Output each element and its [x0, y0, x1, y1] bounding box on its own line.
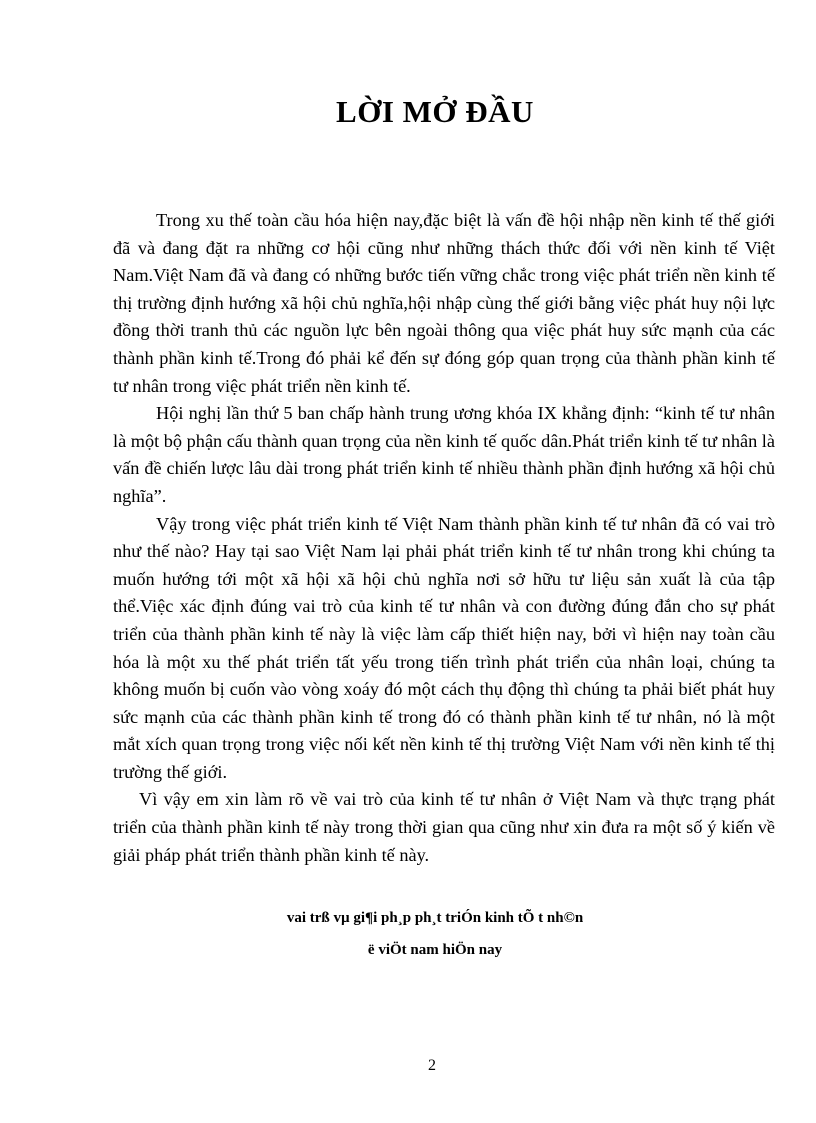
paragraph-1: Trong xu thế toàn cầu hóa hiện nay,đặc biệt là vấn đề hội nhập nền kinh tế thế giới đã và đang đặt ra những cơ hội cũng như những thách thức đối với nền kinh tế Việt Nam.Việt Nam đã và đang có những bước tiến vững chắc trong việc phát triển nền kinh tế thị trường định hướng xã hội chủ nghĩa,hội nhập cùng thế giới bằng việc phát huy nội lực đồng thời tranh thủ các nguồn lực bên ngoài thông qua việc phát huy sức mạnh của các thành phần kinh tế.Trong đó phải kể đến sự đóng góp quan trọng của thành phần kinh tế tư nhân trong việc phát triển nền kinh tế. — [113, 210, 775, 396]
section-heading-line-2: ë viÖt nam hiÖn nay — [367, 942, 503, 958]
section-heading — [0, 902, 816, 966]
page-title: LỜI MỞ ĐẦU — [336, 94, 534, 129]
page-number: 2 — [428, 1057, 436, 1074]
paragraph-3: Vậy trong việc phát triển kinh tế Việt Nam thành phần kinh tế tư nhân đã có vai trò như thế nào? Hay tại sao Việt Nam lại phải phát triển kinh tế tư nhân trong khi chúng ta muốn hướng tới một xã hội xã hội chủ nghĩa nơi sở hữu tư liệu sản xuất là của tập thể.Việc xác định đúng vai trò của kinh tế tư nhân và con đường đúng đắn cho sự phát triển của thành phần kinh tế này là việc làm cấp thiết hiện nay, bởi vì hiện nay toàn cầu hóa là một xu thế phát triển tất yếu trong tiến trình phát triển của nhân loại, chúng ta không muốn bị cuốn vào vòng xoáy đó một cách thụ động thì chúng ta phải biết phát huy sức mạnh của các thành phần kinh tế trong đó có thành phần kinh tế tư nhân, nó là một mắt xích quan trọng trong việc nối kết nền kinh tế thị trường Việt Nam với nền kinh tế thị trường thế giới. — [113, 513, 775, 782]
paragraph-2: Hội nghị lần thứ 5 ban chấp hành trung ương khóa IX khẳng định: “kinh tế tư nhân là một bộ phận cấu thành quan trọng của nền kinh tế quốc dân.Phát triển kinh tế tư nhân là vấn đề chiến lược lâu dài trong phát triển kinh tế nhiều thành phần định hướng xã hội chủ nghĩa”. — [113, 403, 775, 506]
paragraph-4: Vì vậy em xin làm rõ về vai trò của kinh tế tư nhân ở Việt Nam và thực trạng phát triển của thành phần kinh tế này trong thời gian qua cũng như xin đưa ra một số ý kiến về giải pháp phát triển thành phần kinh tế này. — [113, 789, 775, 865]
section-heading-line-1: vai trß vµ gi¶i ph¸p ph¸t triÓn kinh tÕ t nh©n — [286, 910, 584, 926]
document-body — [113, 207, 775, 869]
